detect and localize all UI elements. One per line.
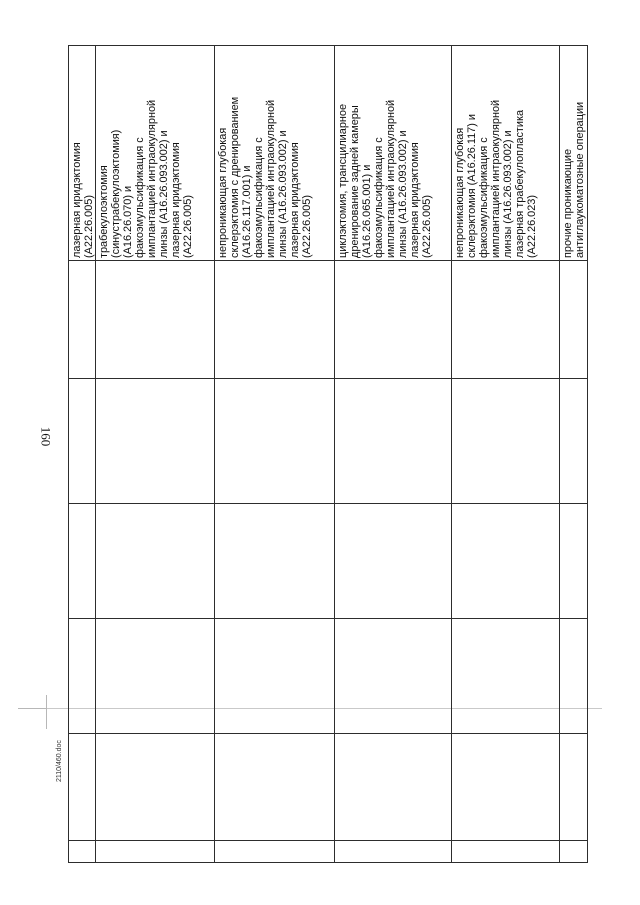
treatment-line: имплантацией интраокулярной (265, 99, 277, 258)
treatment-line: линзы (A16.26.093.002) и (502, 130, 514, 258)
table-column-divider (559, 45, 560, 863)
treatment-cell-5 (454, 0, 538, 258)
crop-mark-vertical (46, 695, 47, 729)
treatment-cell-3 (217, 0, 313, 258)
table-column-divider (334, 45, 335, 863)
crop-mark-horizontal (18, 708, 46, 709)
table-row-divider (68, 378, 588, 379)
treatment-line: прочие проникающие (562, 148, 574, 258)
page-number-text: 160 (38, 426, 54, 447)
treatment-line: (A16.26.065.001) и (361, 164, 373, 258)
treatment-cell-4 (337, 0, 433, 258)
treatment-line: факоэмульсификация с (253, 137, 265, 258)
treatment-line: факоэмульсификация с (134, 137, 146, 258)
table-column-divider (95, 45, 96, 863)
treatment-cell-1 (71, 0, 95, 258)
treatment-cell-2 (98, 0, 194, 258)
treatment-line: лазерная иридэктомия (71, 142, 83, 258)
table-row-divider (68, 618, 588, 619)
treatment-line: непроникающая глубокая (454, 127, 466, 258)
table-row-divider (68, 733, 588, 734)
treatment-line: имплантацией интраокулярной (385, 99, 397, 258)
treatment-line: лазерная иридэктомия (409, 142, 421, 258)
page-number (34, 426, 58, 460)
treatment-line: имплантацией интраокулярной (146, 99, 158, 258)
treatment-line: склерэктомия с дренированием (229, 96, 241, 258)
treatment-line: дренирование задней камеры (349, 105, 361, 258)
treatment-line: (A16.26.070) и (122, 185, 134, 258)
table-column-divider (451, 45, 452, 863)
treatment-line: (A22.26.023) (526, 195, 538, 258)
table-row-divider (68, 840, 588, 841)
treatment-line: имплантацией интраокулярной (490, 99, 502, 258)
treatment-line: (A22.26.005) (421, 195, 433, 258)
treatment-line: антиглаукоматозные операции (574, 101, 586, 258)
treatment-line: (A22.26.005) (301, 195, 313, 258)
treatment-line: непроникающая глубокая (217, 127, 229, 258)
treatment-line: лазерная иридэктомия (170, 142, 182, 258)
treatment-cell-6 (562, 0, 586, 258)
table-row-divider (68, 260, 588, 261)
treatment-line: (A22.26.005) (182, 195, 194, 258)
treatment-line: линзы (A16.26.093.002) и (158, 130, 170, 258)
treatment-line: факоэмульсификация с (373, 137, 385, 258)
document-code: 2110/460.doc (56, 740, 63, 782)
treatment-line: линзы (A16.26.093.002) и (397, 130, 409, 258)
table-row-divider (68, 503, 588, 504)
treatment-line: (A22.26.005) (83, 195, 95, 258)
treatment-line: лазерная иридэктомия (289, 142, 301, 258)
treatment-line: (синустрабекулоэктомия) (110, 129, 122, 258)
treatment-line: (A16.26.117.001) и (241, 165, 253, 258)
treatment-line: линзы (A16.26.093.002) и (277, 130, 289, 258)
table-column-divider (214, 45, 215, 863)
treatment-line: факоэмульсификация с (478, 137, 490, 258)
treatment-line: трабекулоэктомия (98, 165, 110, 258)
treatment-line: циклэктомия, трансцилиарное (337, 103, 349, 258)
treatment-line: склерэктомия (A16.26.117) и (466, 114, 478, 258)
treatment-line: лазерная трабекулопластика (514, 109, 526, 258)
